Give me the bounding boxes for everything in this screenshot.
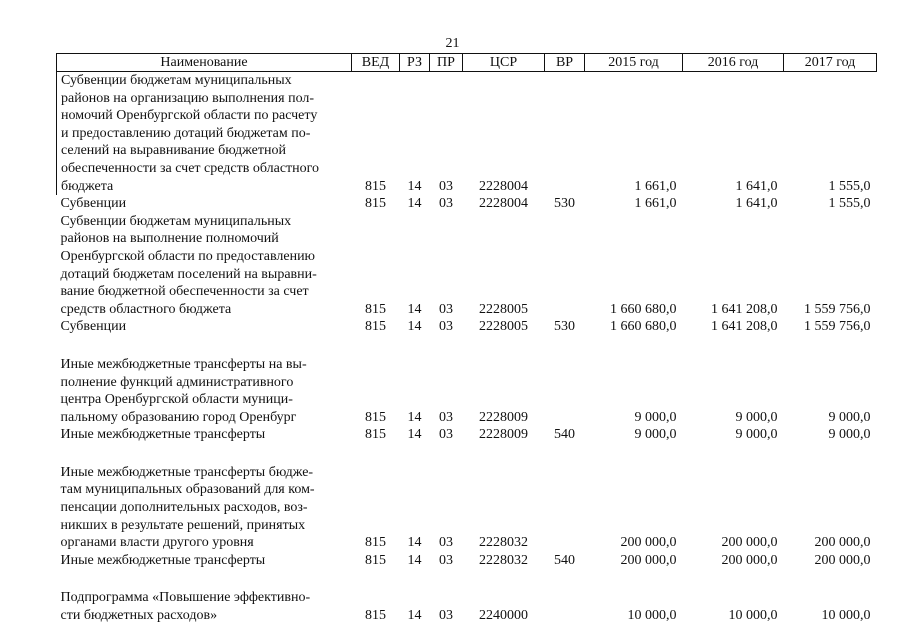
cell-csr: 2228032	[479, 535, 528, 551]
budget-table	[56, 53, 877, 625]
cell-pr: 03	[439, 427, 453, 443]
name-line: полнение функций административного	[60, 374, 294, 390]
name-line: дотаций бюджетам поселений на выравни-	[60, 266, 317, 282]
cell-name	[57, 589, 352, 624]
cell-2017: 1 555,0	[828, 196, 871, 212]
row-spacer	[57, 569, 877, 589]
cell-pr: 03	[439, 535, 453, 551]
cell-ved: 815	[365, 319, 386, 335]
name-line: там муниципальных образований для ком-	[60, 482, 315, 498]
cell-2017: 9 000,0	[828, 409, 871, 425]
name-line: Субвенции	[60, 196, 127, 212]
cell-csr: 2228005	[479, 319, 528, 335]
cell-pr: 03	[439, 178, 453, 194]
cell-name	[57, 72, 352, 196]
header-ved: ВЕД	[352, 54, 400, 72]
cell-pr: 03	[439, 409, 453, 425]
header-2017: 2017 год	[784, 54, 877, 72]
cell-name	[57, 195, 352, 213]
cell-pr: 03	[439, 319, 453, 335]
name-line: обеспеченности за счет средств областного	[61, 160, 320, 176]
cell-vr: 540	[554, 427, 575, 443]
cell-csr: 2228032	[479, 552, 528, 568]
cell-rz: 14	[407, 301, 422, 317]
cell-2016: 200 000,0	[721, 552, 778, 568]
name-line: селений на выравнивание бюджетной	[61, 143, 286, 159]
cell-2015: 9 000,0	[634, 427, 677, 443]
name-line: Субвенции бюджетам муниципальных	[61, 73, 292, 88]
name-line: Оренбургской области по предоставлению	[60, 248, 316, 264]
cell-name	[57, 213, 352, 319]
cell-2017: 1 559 756,0	[804, 301, 871, 317]
header-vr: ВР	[545, 54, 585, 72]
cell-2016: 10 000,0	[728, 608, 778, 624]
name-line: пенсации дополнительных расходов, воз-	[60, 500, 308, 516]
cell-2015: 1 661,0	[634, 196, 677, 212]
table-row	[57, 426, 877, 444]
name-line: Иные межбюджетные трансферты бюдже-	[60, 464, 314, 480]
cell-2017: 1 559 756,0	[804, 319, 871, 335]
cell-vr: 530	[554, 196, 575, 212]
cell-2015: 9 000,0	[634, 409, 677, 425]
cell-ved: 815	[365, 178, 386, 194]
cell-2017: 1 555,0	[828, 178, 871, 194]
table-row	[57, 552, 877, 570]
cell-ved: 815	[365, 552, 386, 568]
cell-name	[57, 426, 352, 444]
cell-pr: 03	[439, 301, 453, 317]
cell-vr	[545, 589, 585, 624]
row-spacer-cell	[57, 336, 877, 356]
table-row	[57, 72, 877, 196]
cell-rz: 14	[407, 319, 422, 335]
name-line: органами власти другого уровня	[60, 535, 254, 551]
cell-2017: 9 000,0	[828, 427, 871, 443]
name-line: и предоставлению дотаций бюджетам по-	[61, 125, 311, 141]
cell-2016: 1 641,0	[735, 178, 778, 194]
name-line: вание бюджетной обеспеченности за счет	[60, 284, 309, 300]
table-row	[57, 195, 877, 213]
cell-ved: 815	[365, 301, 386, 317]
cell-name	[57, 464, 352, 552]
cell-2016: 1 641 208,0	[711, 319, 778, 335]
cell-ved: 815	[365, 608, 386, 624]
cell-csr: 2228009	[479, 427, 528, 443]
name-line: Субвенции	[60, 319, 127, 335]
cell-rz: 14	[407, 552, 422, 568]
cell-2016: 9 000,0	[735, 427, 778, 443]
header-2015: 2015 год	[585, 54, 683, 72]
table-row	[57, 213, 877, 319]
cell-pr: 03	[439, 552, 453, 568]
cell-2017: 200 000,0	[814, 552, 871, 568]
name-line: пальному образованию город Оренбург	[60, 409, 297, 425]
name-line: районов на организацию выполнения пол-	[61, 90, 315, 106]
cell-ved: 815	[365, 535, 386, 551]
cell-csr: 2228004	[479, 196, 528, 212]
cell-2016: 9 000,0	[735, 409, 778, 425]
cell-2015: 200 000,0	[620, 552, 677, 568]
cell-name	[57, 318, 352, 336]
name-line: Иные межбюджетные трансферты на вы-	[60, 356, 307, 372]
name-line: бюджета	[61, 178, 114, 194]
cell-2016: 200 000,0	[721, 535, 778, 551]
cell-ved: 815	[365, 409, 386, 425]
header-rz: РЗ	[400, 54, 430, 72]
table-body	[57, 72, 877, 625]
name-line: средств областного бюджета	[60, 301, 232, 317]
cell-name	[57, 356, 352, 426]
cell-2016: 1 641,0	[735, 196, 778, 212]
row-spacer	[57, 336, 877, 356]
table-row	[57, 318, 877, 336]
cell-ved: 815	[365, 427, 386, 443]
cell-rz: 14	[407, 178, 422, 194]
cell-vr: 530	[554, 319, 575, 335]
cell-2015: 1 660 680,0	[610, 301, 677, 317]
name-line: центра Оренбургской области муници-	[60, 392, 293, 408]
row-spacer-cell	[57, 444, 877, 464]
cell-2017: 10 000,0	[821, 608, 871, 624]
table-row	[57, 464, 877, 552]
cell-2015: 1 660 680,0	[610, 319, 677, 335]
name-line: Иные межбюджетные трансферты	[60, 552, 266, 568]
cell-vr	[545, 72, 585, 196]
name-line: районов на выполнение полномочий	[60, 231, 279, 247]
cell-csr: 2228009	[479, 409, 528, 425]
cell-2015: 1 661,0	[634, 178, 677, 194]
table-row	[57, 589, 877, 624]
header-2016: 2016 год	[683, 54, 784, 72]
row-spacer-cell	[57, 569, 877, 589]
cell-rz: 14	[407, 196, 422, 212]
cell-vr	[545, 356, 585, 426]
cell-csr: 2228004	[479, 178, 528, 194]
cell-2015: 200 000,0	[620, 535, 677, 551]
name-line: никших в результате решений, принятых	[60, 517, 306, 533]
table-row	[57, 356, 877, 426]
header-pr: ПР	[430, 54, 463, 72]
cell-name	[57, 552, 352, 570]
name-line: Иные межбюджетные трансферты	[60, 427, 266, 443]
cell-rz: 14	[407, 409, 422, 425]
cell-vr	[545, 464, 585, 552]
name-line: номочий Оренбургской области по расчету	[61, 108, 318, 124]
row-spacer	[57, 444, 877, 464]
name-line: Субвенции бюджетам муниципальных	[60, 213, 292, 229]
header-row	[57, 54, 877, 72]
cell-pr: 03	[439, 196, 453, 212]
cell-2017: 200 000,0	[814, 535, 871, 551]
cell-vr	[545, 213, 585, 319]
cell-rz: 14	[407, 608, 422, 624]
header-name: Наименование	[57, 54, 352, 72]
cell-csr: 2240000	[479, 608, 528, 624]
cell-2015: 10 000,0	[627, 608, 677, 624]
cell-rz: 14	[407, 427, 422, 443]
header-csr: ЦСР	[463, 54, 545, 72]
cell-rz: 14	[407, 535, 422, 551]
cell-2016: 1 641 208,0	[711, 301, 778, 317]
cell-csr: 2228005	[479, 301, 528, 317]
page-number: 21	[445, 36, 460, 51]
cell-vr: 540	[554, 552, 575, 568]
cell-pr: 03	[439, 608, 453, 624]
name-line: Подпрограмма «Повышение эффективно-	[60, 590, 311, 606]
name-line: сти бюджетных расходов»	[60, 608, 218, 624]
cell-ved: 815	[365, 196, 386, 212]
